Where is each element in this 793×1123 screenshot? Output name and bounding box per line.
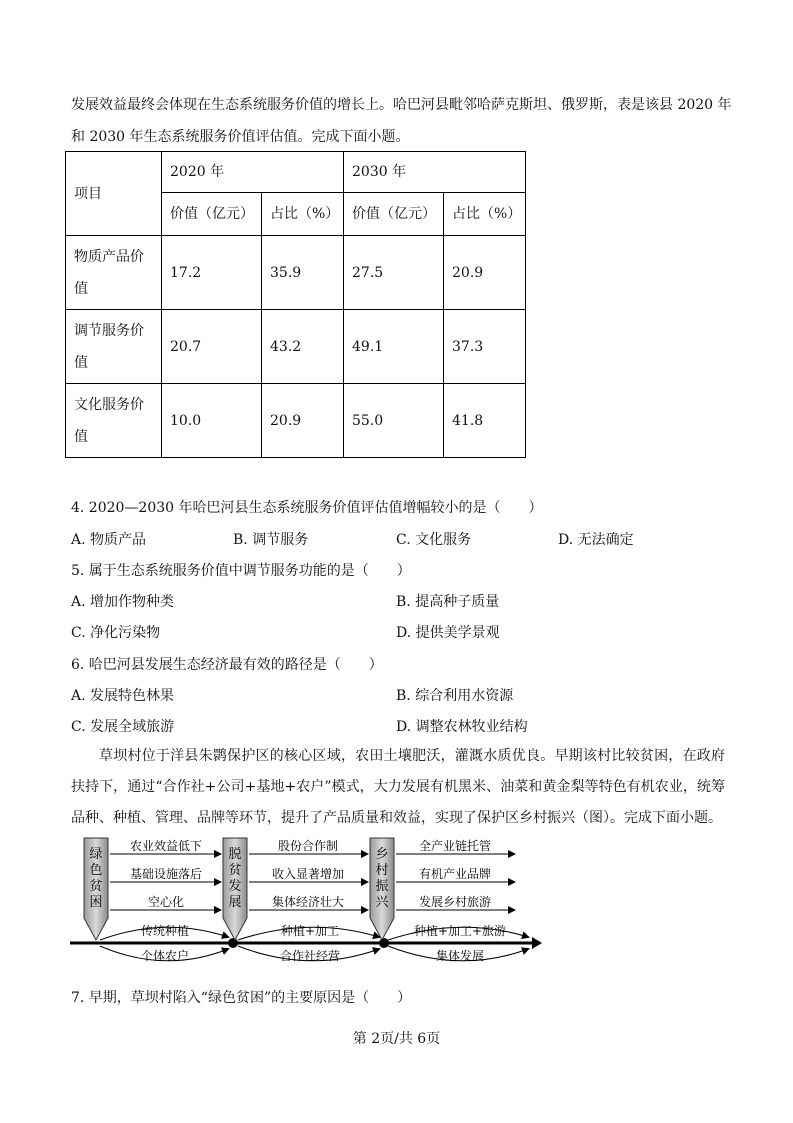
table-cell: 43.2 xyxy=(262,310,344,384)
s3-label: 有机产业品牌 xyxy=(418,867,492,881)
page-footer: 第 2页/共 6页 xyxy=(352,1031,441,1047)
timeline-arrow-icon xyxy=(532,937,542,949)
question-6-option-b[interactable]: B. 综合利用水资源 xyxy=(396,688,514,704)
question-5-option-d[interactable]: D. 提供美学景观 xyxy=(396,625,500,641)
table-cell: 55.0 xyxy=(344,384,444,458)
table-cell: 35.9 xyxy=(262,236,344,310)
s2-label: 集体经济壮大 xyxy=(271,895,345,909)
table-cell: 41.8 xyxy=(444,384,526,458)
s2-label: 收入显著增加 xyxy=(271,867,345,881)
stage2-char: 贫 xyxy=(228,863,242,878)
table-row xyxy=(66,310,526,384)
timeline-node xyxy=(228,938,238,948)
question-5-option-b[interactable]: B. 提高种子质量 xyxy=(396,594,500,610)
stage3-char: 振 xyxy=(375,879,389,894)
intro-line-2: 和 2030 年生态系统服务价值评估值。完成下面小题。 xyxy=(71,129,410,145)
table-cell: 27.5 xyxy=(344,236,444,310)
question-6-option-d[interactable]: D. 调整农林牧业结构 xyxy=(396,719,528,735)
question-5-option-a[interactable]: A. 增加作物种类 xyxy=(71,594,175,610)
s3-label: 全产业链托管 xyxy=(418,839,492,853)
question-5-stem: 5. 属于生态系统服务价值中调节服务功能的是（ ） xyxy=(71,563,411,579)
table-sub-share-2030: 占比（%） xyxy=(444,193,526,236)
s3-label: 发展乡村旅游 xyxy=(418,895,492,909)
table-sub-value-2020: 价值（亿元） xyxy=(162,193,262,236)
below-axis-label: 个体农户 xyxy=(140,949,190,963)
table-cell: 20.9 xyxy=(262,384,344,458)
question-4-option-d[interactable]: D. 无法确定 xyxy=(558,532,634,548)
s1-label: 空心化 xyxy=(147,895,185,909)
stage3-char: 兴 xyxy=(375,895,389,910)
table-corner: 项目 xyxy=(66,152,162,236)
question-7-stem: 7. 早期，草坝村陷入“绿色贫困”的主要原因是（ ） xyxy=(71,990,412,1006)
table-sub-value-2030: 价值（亿元） xyxy=(344,193,444,236)
timeline-node xyxy=(379,938,389,948)
question-6-option-a[interactable]: A. 发展特色林果 xyxy=(71,688,175,704)
question-4-option-a[interactable]: A. 物质产品 xyxy=(71,532,147,548)
question-6-option-c[interactable]: C. 发展全域旅游 xyxy=(71,719,175,735)
s2-label: 股份合作制 xyxy=(277,839,339,853)
s1-label: 农业效益低下 xyxy=(129,839,203,853)
stage3-char: 乡 xyxy=(375,847,389,862)
table-sub-share-2020: 占比（%） xyxy=(262,193,344,236)
table-year-2030: 2030 年 xyxy=(344,152,526,193)
table-cell: 49.1 xyxy=(344,310,444,384)
table-row-label: 物质产品价 值 xyxy=(66,236,162,310)
passage-paragraph: 草坝村位于洋县朱鹮保护区的核心区域，农田土壤肥沃，灌溉水质优良。早期该村比较贫困，在政府扶持下，通过“合作社+公司+基地+农户”模式，大力发展有机黑米、油菜和黄金梨等特色有机农业，统筹品种、种植、管理、品牌等环节，提升了产品质量和效益，实现了保护区乡村振兴（图）。完成下面小题。 xyxy=(71,748,725,826)
intro-line-1: 发展效益最终会体现在生态系统服务价值的增长上。哈巴河县毗邻哈萨克斯坦、俄罗斯，表是该县 2020 年 xyxy=(71,97,732,113)
stage2-char: 展 xyxy=(228,895,242,910)
above-axis-label: 种植+加工 xyxy=(280,924,340,938)
below-axis-label: 集体发展 xyxy=(435,949,485,963)
stage3-char: 村 xyxy=(375,863,389,878)
question-6-stem: 6. 哈巴河县发展生态经济最有效的路径是（ ） xyxy=(71,657,383,673)
s1-label: 基础设施落后 xyxy=(129,867,203,881)
below-axis-label: 合作社经营 xyxy=(279,949,341,963)
table-cell: 37.3 xyxy=(444,310,526,384)
table-year-2020: 2020 年 xyxy=(162,152,344,193)
table-row xyxy=(66,384,526,458)
stage1-char: 色 xyxy=(89,863,103,878)
stage1-char: 困 xyxy=(89,895,103,910)
table-row xyxy=(66,236,526,310)
question-4-option-b[interactable]: B. 调节服务 xyxy=(233,532,309,548)
table-cell: 17.2 xyxy=(162,236,262,310)
stage1-char: 绿 xyxy=(89,847,103,862)
above-axis-label: 种植+加工+旅游 xyxy=(413,924,507,938)
stage1-char: 贫 xyxy=(89,879,103,894)
stage2-char: 发 xyxy=(228,879,242,894)
above-axis-label: 传统种植 xyxy=(140,924,190,938)
ecosystem-value-table xyxy=(65,151,526,458)
question-5-option-c[interactable]: C. 净化污染物 xyxy=(71,625,161,641)
table-row-label: 调节服务价 值 xyxy=(66,310,162,384)
table-row-label: 文化服务价 值 xyxy=(66,384,162,458)
table-cell: 20.9 xyxy=(444,236,526,310)
rural-revitalization-diagram xyxy=(70,836,542,974)
question-4-stem: 4. 2020—2030 年哈巴河县生态系统服务价值评估值增幅较小的是（ ） xyxy=(71,500,543,516)
question-4-option-c[interactable]: C. 文化服务 xyxy=(396,532,472,548)
stage2-char: 脱 xyxy=(228,847,242,862)
table-cell: 20.7 xyxy=(162,310,262,384)
table-cell: 10.0 xyxy=(162,384,262,458)
